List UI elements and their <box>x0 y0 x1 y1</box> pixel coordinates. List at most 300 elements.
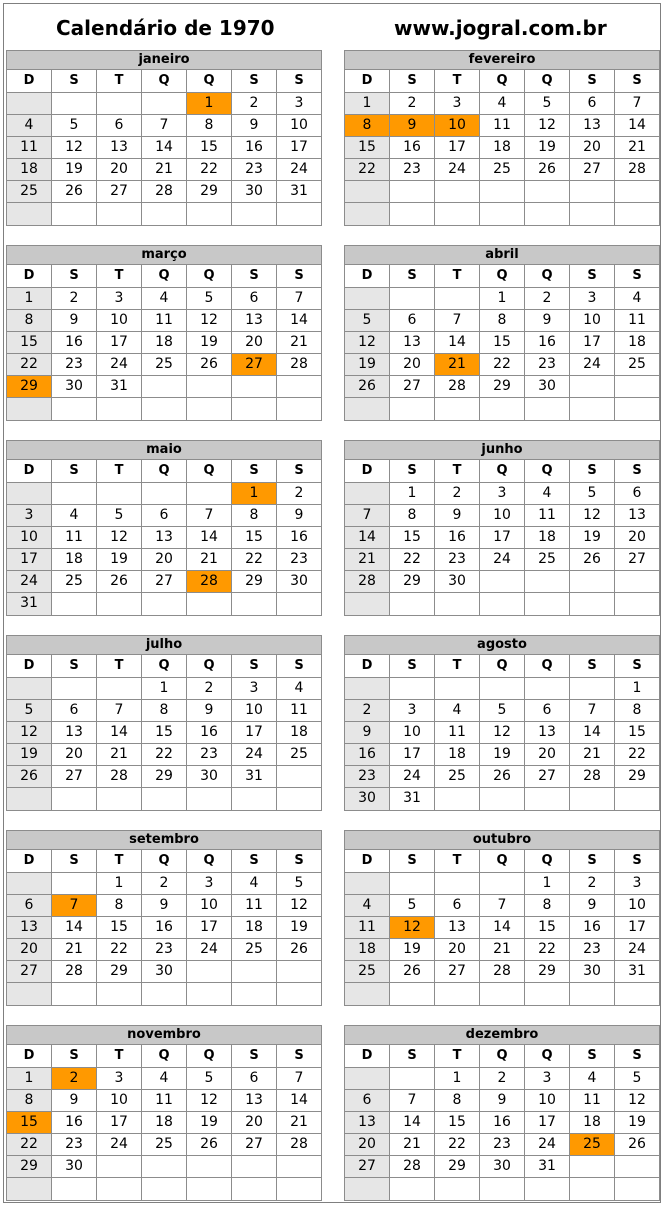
day-cell[interactable]: 23 <box>52 354 97 376</box>
day-cell[interactable]: 30 <box>435 571 480 593</box>
day-cell[interactable]: 4 <box>142 1068 187 1090</box>
day-cell[interactable]: 2 <box>435 483 480 505</box>
day-cell[interactable]: 6 <box>52 700 97 722</box>
day-cell[interactable]: 30 <box>480 1156 525 1178</box>
day-cell[interactable]: 30 <box>232 181 277 203</box>
day-cell[interactable]: 1 <box>142 678 187 700</box>
day-cell[interactable]: 22 <box>525 939 570 961</box>
day-cell[interactable]: 31 <box>277 181 321 203</box>
day-cell[interactable]: 17 <box>187 917 232 939</box>
day-cell[interactable]: 23 <box>187 744 232 766</box>
day-cell[interactable]: 7 <box>615 93 659 115</box>
day-cell[interactable]: 23 <box>277 549 321 571</box>
day-cell[interactable]: 2 <box>187 678 232 700</box>
day-cell[interactable]: 20 <box>390 354 435 376</box>
day-cell[interactable]: 21 <box>615 137 659 159</box>
day-cell[interactable]: 7 <box>187 505 232 527</box>
day-cell[interactable]: 12 <box>52 137 97 159</box>
day-cell[interactable]: 7 <box>277 1068 321 1090</box>
day-cell[interactable]: 23 <box>480 1134 525 1156</box>
day-cell[interactable]: 16 <box>480 1112 525 1134</box>
day-cell[interactable]: 7 <box>390 1090 435 1112</box>
day-cell[interactable]: 21 <box>480 939 525 961</box>
day-cell[interactable]: 16 <box>232 137 277 159</box>
day-cell[interactable]: 17 <box>615 917 659 939</box>
day-cell[interactable]: 26 <box>277 939 321 961</box>
day-cell[interactable]: 16 <box>52 332 97 354</box>
day-cell[interactable]: 5 <box>480 700 525 722</box>
day-cell[interactable]: 16 <box>570 917 615 939</box>
day-cell[interactable]: 21 <box>277 332 321 354</box>
day-cell[interactable]: 14 <box>480 917 525 939</box>
day-cell[interactable]: 15 <box>232 527 277 549</box>
day-cell[interactable]: 20 <box>52 744 97 766</box>
day-cell[interactable]: 12 <box>480 722 525 744</box>
day-cell[interactable]: 24 <box>525 1134 570 1156</box>
day-cell[interactable]: 28 <box>277 1134 321 1156</box>
day-cell[interactable]: 27 <box>142 571 187 593</box>
day-cell[interactable]: 18 <box>435 744 480 766</box>
day-cell[interactable]: 14 <box>97 722 142 744</box>
day-cell[interactable]: 18 <box>142 1112 187 1134</box>
day-cell[interactable]: 20 <box>435 939 480 961</box>
day-cell[interactable]: 26 <box>480 766 525 788</box>
day-cell[interactable]: 1 <box>7 1068 52 1090</box>
day-cell[interactable]: 10 <box>232 700 277 722</box>
day-cell[interactable]: 12 <box>390 917 435 939</box>
day-cell[interactable]: 25 <box>142 1134 187 1156</box>
day-cell[interactable]: 11 <box>570 1090 615 1112</box>
day-cell[interactable]: 20 <box>232 332 277 354</box>
day-cell[interactable]: 23 <box>52 1134 97 1156</box>
day-cell[interactable]: 19 <box>525 137 570 159</box>
day-cell[interactable]: 12 <box>187 1090 232 1112</box>
day-cell[interactable]: 9 <box>232 115 277 137</box>
day-cell[interactable]: 11 <box>277 700 321 722</box>
day-cell[interactable]: 29 <box>232 571 277 593</box>
day-cell[interactable]: 17 <box>232 722 277 744</box>
day-cell[interactable]: 15 <box>615 722 659 744</box>
day-cell[interactable]: 27 <box>97 181 142 203</box>
day-cell[interactable]: 4 <box>480 93 525 115</box>
day-cell[interactable]: 8 <box>390 505 435 527</box>
day-cell[interactable]: 16 <box>277 527 321 549</box>
day-cell[interactable]: 6 <box>142 505 187 527</box>
day-cell[interactable]: 20 <box>97 159 142 181</box>
day-cell[interactable]: 13 <box>525 722 570 744</box>
day-cell[interactable]: 19 <box>97 549 142 571</box>
day-cell[interactable]: 21 <box>435 354 480 376</box>
day-cell[interactable]: 18 <box>570 1112 615 1134</box>
day-cell[interactable]: 4 <box>232 873 277 895</box>
day-cell[interactable]: 5 <box>615 1068 659 1090</box>
day-cell[interactable]: 8 <box>7 1090 52 1112</box>
day-cell[interactable]: 24 <box>7 571 52 593</box>
day-cell[interactable]: 27 <box>232 1134 277 1156</box>
day-cell[interactable]: 19 <box>390 939 435 961</box>
day-cell[interactable]: 29 <box>142 766 187 788</box>
day-cell[interactable]: 8 <box>480 310 525 332</box>
day-cell[interactable]: 2 <box>345 700 390 722</box>
day-cell[interactable]: 17 <box>7 549 52 571</box>
day-cell[interactable]: 22 <box>390 549 435 571</box>
day-cell[interactable]: 3 <box>615 873 659 895</box>
day-cell[interactable]: 18 <box>7 159 52 181</box>
day-cell[interactable]: 24 <box>277 159 321 181</box>
day-cell[interactable]: 9 <box>435 505 480 527</box>
day-cell[interactable]: 8 <box>615 700 659 722</box>
day-cell[interactable]: 6 <box>232 288 277 310</box>
day-cell[interactable]: 14 <box>615 115 659 137</box>
day-cell[interactable]: 30 <box>187 766 232 788</box>
day-cell[interactable]: 17 <box>390 744 435 766</box>
day-cell[interactable]: 15 <box>7 332 52 354</box>
day-cell[interactable]: 10 <box>97 310 142 332</box>
day-cell[interactable]: 9 <box>187 700 232 722</box>
day-cell[interactable]: 26 <box>390 961 435 983</box>
day-cell[interactable]: 4 <box>570 1068 615 1090</box>
day-cell[interactable]: 2 <box>232 93 277 115</box>
day-cell[interactable]: 30 <box>345 788 390 810</box>
day-cell[interactable]: 15 <box>525 917 570 939</box>
day-cell[interactable]: 23 <box>435 549 480 571</box>
day-cell[interactable]: 1 <box>480 288 525 310</box>
day-cell[interactable]: 28 <box>142 181 187 203</box>
day-cell[interactable]: 28 <box>52 961 97 983</box>
day-cell[interactable]: 10 <box>187 895 232 917</box>
day-cell[interactable]: 3 <box>97 288 142 310</box>
day-cell[interactable]: 3 <box>390 700 435 722</box>
day-cell[interactable]: 26 <box>570 549 615 571</box>
day-cell[interactable]: 7 <box>345 505 390 527</box>
day-cell[interactable]: 12 <box>187 310 232 332</box>
day-cell[interactable]: 21 <box>345 549 390 571</box>
day-cell[interactable]: 6 <box>435 895 480 917</box>
day-cell[interactable]: 6 <box>232 1068 277 1090</box>
day-cell[interactable]: 27 <box>525 766 570 788</box>
day-cell[interactable]: 27 <box>232 354 277 376</box>
day-cell[interactable]: 23 <box>142 939 187 961</box>
day-cell[interactable]: 4 <box>435 700 480 722</box>
day-cell[interactable]: 22 <box>615 744 659 766</box>
day-cell[interactable]: 21 <box>570 744 615 766</box>
day-cell[interactable]: 31 <box>615 961 659 983</box>
day-cell[interactable]: 28 <box>615 159 659 181</box>
day-cell[interactable]: 15 <box>187 137 232 159</box>
day-cell[interactable]: 15 <box>142 722 187 744</box>
day-cell[interactable]: 30 <box>142 961 187 983</box>
day-cell[interactable]: 27 <box>615 549 659 571</box>
day-cell[interactable]: 22 <box>435 1134 480 1156</box>
day-cell[interactable]: 8 <box>525 895 570 917</box>
day-cell[interactable]: 12 <box>277 895 321 917</box>
day-cell[interactable]: 17 <box>570 332 615 354</box>
day-cell[interactable]: 9 <box>390 115 435 137</box>
day-cell[interactable]: 5 <box>7 700 52 722</box>
day-cell[interactable]: 15 <box>435 1112 480 1134</box>
day-cell[interactable]: 20 <box>345 1134 390 1156</box>
day-cell[interactable]: 26 <box>7 766 52 788</box>
day-cell[interactable]: 1 <box>615 678 659 700</box>
day-cell[interactable]: 13 <box>615 505 659 527</box>
day-cell[interactable]: 20 <box>615 527 659 549</box>
day-cell[interactable]: 11 <box>142 1090 187 1112</box>
day-cell[interactable]: 14 <box>277 310 321 332</box>
day-cell[interactable]: 31 <box>7 593 52 615</box>
day-cell[interactable]: 1 <box>345 93 390 115</box>
day-cell[interactable]: 2 <box>52 288 97 310</box>
day-cell[interactable]: 4 <box>277 678 321 700</box>
day-cell[interactable]: 30 <box>52 376 97 398</box>
day-cell[interactable]: 12 <box>345 332 390 354</box>
day-cell[interactable]: 7 <box>435 310 480 332</box>
day-cell[interactable]: 30 <box>570 961 615 983</box>
day-cell[interactable]: 12 <box>7 722 52 744</box>
day-cell[interactable]: 1 <box>390 483 435 505</box>
day-cell[interactable]: 27 <box>435 961 480 983</box>
day-cell[interactable]: 7 <box>570 700 615 722</box>
day-cell[interactable]: 3 <box>7 505 52 527</box>
day-cell[interactable]: 31 <box>232 766 277 788</box>
day-cell[interactable]: 10 <box>7 527 52 549</box>
day-cell[interactable]: 14 <box>187 527 232 549</box>
day-cell[interactable]: 10 <box>435 115 480 137</box>
day-cell[interactable]: 5 <box>390 895 435 917</box>
day-cell[interactable]: 18 <box>52 549 97 571</box>
day-cell[interactable]: 10 <box>570 310 615 332</box>
day-cell[interactable]: 16 <box>525 332 570 354</box>
day-cell[interactable]: 27 <box>7 961 52 983</box>
day-cell[interactable]: 19 <box>480 744 525 766</box>
day-cell[interactable]: 15 <box>97 917 142 939</box>
day-cell[interactable]: 5 <box>525 93 570 115</box>
day-cell[interactable]: 20 <box>525 744 570 766</box>
day-cell[interactable]: 18 <box>142 332 187 354</box>
day-cell[interactable]: 19 <box>570 527 615 549</box>
day-cell[interactable]: 22 <box>7 1134 52 1156</box>
day-cell[interactable]: 20 <box>142 549 187 571</box>
day-cell[interactable]: 22 <box>187 159 232 181</box>
website-link[interactable]: www.jogral.com.br <box>394 16 607 40</box>
day-cell[interactable]: 13 <box>435 917 480 939</box>
day-cell[interactable]: 12 <box>525 115 570 137</box>
day-cell[interactable]: 3 <box>480 483 525 505</box>
day-cell[interactable]: 22 <box>345 159 390 181</box>
day-cell[interactable]: 11 <box>7 137 52 159</box>
day-cell[interactable]: 28 <box>97 766 142 788</box>
day-cell[interactable]: 8 <box>345 115 390 137</box>
day-cell[interactable]: 31 <box>390 788 435 810</box>
day-cell[interactable]: 9 <box>525 310 570 332</box>
day-cell[interactable]: 13 <box>570 115 615 137</box>
day-cell[interactable]: 25 <box>345 961 390 983</box>
day-cell[interactable]: 28 <box>345 571 390 593</box>
day-cell[interactable]: 18 <box>232 917 277 939</box>
day-cell[interactable]: 26 <box>52 181 97 203</box>
day-cell[interactable]: 10 <box>390 722 435 744</box>
day-cell[interactable]: 23 <box>345 766 390 788</box>
day-cell[interactable]: 7 <box>480 895 525 917</box>
day-cell[interactable]: 21 <box>277 1112 321 1134</box>
day-cell[interactable]: 10 <box>480 505 525 527</box>
day-cell[interactable]: 4 <box>345 895 390 917</box>
day-cell[interactable]: 11 <box>435 722 480 744</box>
day-cell[interactable]: 10 <box>525 1090 570 1112</box>
day-cell[interactable]: 2 <box>570 873 615 895</box>
day-cell[interactable]: 16 <box>187 722 232 744</box>
day-cell[interactable]: 29 <box>7 1156 52 1178</box>
day-cell[interactable]: 2 <box>277 483 321 505</box>
day-cell[interactable]: 6 <box>390 310 435 332</box>
day-cell[interactable]: 15 <box>390 527 435 549</box>
day-cell[interactable]: 11 <box>525 505 570 527</box>
day-cell[interactable]: 3 <box>97 1068 142 1090</box>
day-cell[interactable]: 18 <box>525 527 570 549</box>
day-cell[interactable]: 14 <box>570 722 615 744</box>
day-cell[interactable]: 11 <box>52 527 97 549</box>
day-cell[interactable]: 17 <box>97 332 142 354</box>
day-cell[interactable]: 19 <box>187 1112 232 1134</box>
day-cell[interactable]: 31 <box>97 376 142 398</box>
day-cell[interactable]: 18 <box>277 722 321 744</box>
day-cell[interactable]: 6 <box>525 700 570 722</box>
day-cell[interactable]: 25 <box>7 181 52 203</box>
day-cell[interactable]: 20 <box>7 939 52 961</box>
day-cell[interactable]: 8 <box>187 115 232 137</box>
day-cell[interactable]: 30 <box>277 571 321 593</box>
day-cell[interactable]: 22 <box>97 939 142 961</box>
day-cell[interactable]: 31 <box>525 1156 570 1178</box>
day-cell[interactable]: 26 <box>97 571 142 593</box>
day-cell[interactable]: 19 <box>52 159 97 181</box>
day-cell[interactable]: 3 <box>525 1068 570 1090</box>
day-cell[interactable]: 26 <box>525 159 570 181</box>
day-cell[interactable]: 23 <box>232 159 277 181</box>
day-cell[interactable]: 17 <box>435 137 480 159</box>
day-cell[interactable]: 30 <box>52 1156 97 1178</box>
day-cell[interactable]: 15 <box>7 1112 52 1134</box>
day-cell[interactable]: 24 <box>390 766 435 788</box>
day-cell[interactable]: 5 <box>52 115 97 137</box>
day-cell[interactable]: 24 <box>97 1134 142 1156</box>
day-cell[interactable]: 15 <box>345 137 390 159</box>
day-cell[interactable]: 21 <box>52 939 97 961</box>
day-cell[interactable]: 5 <box>187 288 232 310</box>
day-cell[interactable]: 28 <box>435 376 480 398</box>
day-cell[interactable]: 25 <box>570 1134 615 1156</box>
day-cell[interactable]: 23 <box>570 939 615 961</box>
day-cell[interactable]: 5 <box>277 873 321 895</box>
day-cell[interactable]: 19 <box>187 332 232 354</box>
day-cell[interactable]: 25 <box>525 549 570 571</box>
day-cell[interactable]: 17 <box>480 527 525 549</box>
day-cell[interactable]: 14 <box>390 1112 435 1134</box>
day-cell[interactable]: 4 <box>7 115 52 137</box>
day-cell[interactable]: 9 <box>345 722 390 744</box>
day-cell[interactable]: 9 <box>480 1090 525 1112</box>
day-cell[interactable]: 25 <box>435 766 480 788</box>
day-cell[interactable]: 29 <box>7 376 52 398</box>
day-cell[interactable]: 29 <box>615 766 659 788</box>
day-cell[interactable]: 16 <box>345 744 390 766</box>
day-cell[interactable]: 21 <box>390 1134 435 1156</box>
day-cell[interactable]: 9 <box>570 895 615 917</box>
day-cell[interactable]: 13 <box>7 917 52 939</box>
day-cell[interactable]: 24 <box>570 354 615 376</box>
day-cell[interactable]: 23 <box>525 354 570 376</box>
day-cell[interactable]: 11 <box>142 310 187 332</box>
day-cell[interactable]: 5 <box>345 310 390 332</box>
day-cell[interactable]: 22 <box>142 744 187 766</box>
day-cell[interactable]: 22 <box>232 549 277 571</box>
day-cell[interactable]: 25 <box>142 354 187 376</box>
day-cell[interactable]: 19 <box>7 744 52 766</box>
day-cell[interactable]: 6 <box>7 895 52 917</box>
day-cell[interactable]: 18 <box>480 137 525 159</box>
day-cell[interactable]: 24 <box>435 159 480 181</box>
day-cell[interactable]: 16 <box>142 917 187 939</box>
day-cell[interactable]: 19 <box>615 1112 659 1134</box>
day-cell[interactable]: 8 <box>435 1090 480 1112</box>
day-cell[interactable]: 9 <box>52 310 97 332</box>
day-cell[interactable]: 2 <box>525 288 570 310</box>
day-cell[interactable]: 3 <box>277 93 321 115</box>
day-cell[interactable]: 3 <box>570 288 615 310</box>
day-cell[interactable]: 16 <box>52 1112 97 1134</box>
day-cell[interactable]: 24 <box>480 549 525 571</box>
day-cell[interactable]: 2 <box>52 1068 97 1090</box>
day-cell[interactable]: 29 <box>390 571 435 593</box>
day-cell[interactable]: 24 <box>232 744 277 766</box>
day-cell[interactable]: 11 <box>480 115 525 137</box>
day-cell[interactable]: 1 <box>435 1068 480 1090</box>
day-cell[interactable]: 12 <box>570 505 615 527</box>
day-cell[interactable]: 8 <box>142 700 187 722</box>
day-cell[interactable]: 5 <box>187 1068 232 1090</box>
day-cell[interactable]: 5 <box>570 483 615 505</box>
day-cell[interactable]: 16 <box>435 527 480 549</box>
day-cell[interactable]: 25 <box>277 744 321 766</box>
day-cell[interactable]: 27 <box>570 159 615 181</box>
day-cell[interactable]: 3 <box>435 93 480 115</box>
day-cell[interactable]: 17 <box>525 1112 570 1134</box>
day-cell[interactable]: 4 <box>525 483 570 505</box>
day-cell[interactable]: 19 <box>345 354 390 376</box>
day-cell[interactable]: 17 <box>277 137 321 159</box>
day-cell[interactable]: 18 <box>615 332 659 354</box>
day-cell[interactable]: 24 <box>187 939 232 961</box>
day-cell[interactable]: 25 <box>615 354 659 376</box>
day-cell[interactable]: 27 <box>52 766 97 788</box>
day-cell[interactable]: 22 <box>480 354 525 376</box>
day-cell[interactable]: 10 <box>97 1090 142 1112</box>
day-cell[interactable]: 2 <box>480 1068 525 1090</box>
day-cell[interactable]: 28 <box>187 571 232 593</box>
day-cell[interactable]: 21 <box>97 744 142 766</box>
day-cell[interactable]: 26 <box>187 1134 232 1156</box>
day-cell[interactable]: 24 <box>97 354 142 376</box>
day-cell[interactable]: 20 <box>570 137 615 159</box>
day-cell[interactable]: 14 <box>52 917 97 939</box>
day-cell[interactable]: 30 <box>525 376 570 398</box>
day-cell[interactable]: 18 <box>345 939 390 961</box>
day-cell[interactable]: 10 <box>277 115 321 137</box>
day-cell[interactable]: 7 <box>277 288 321 310</box>
day-cell[interactable]: 2 <box>142 873 187 895</box>
day-cell[interactable]: 6 <box>97 115 142 137</box>
day-cell[interactable]: 11 <box>345 917 390 939</box>
day-cell[interactable]: 29 <box>525 961 570 983</box>
